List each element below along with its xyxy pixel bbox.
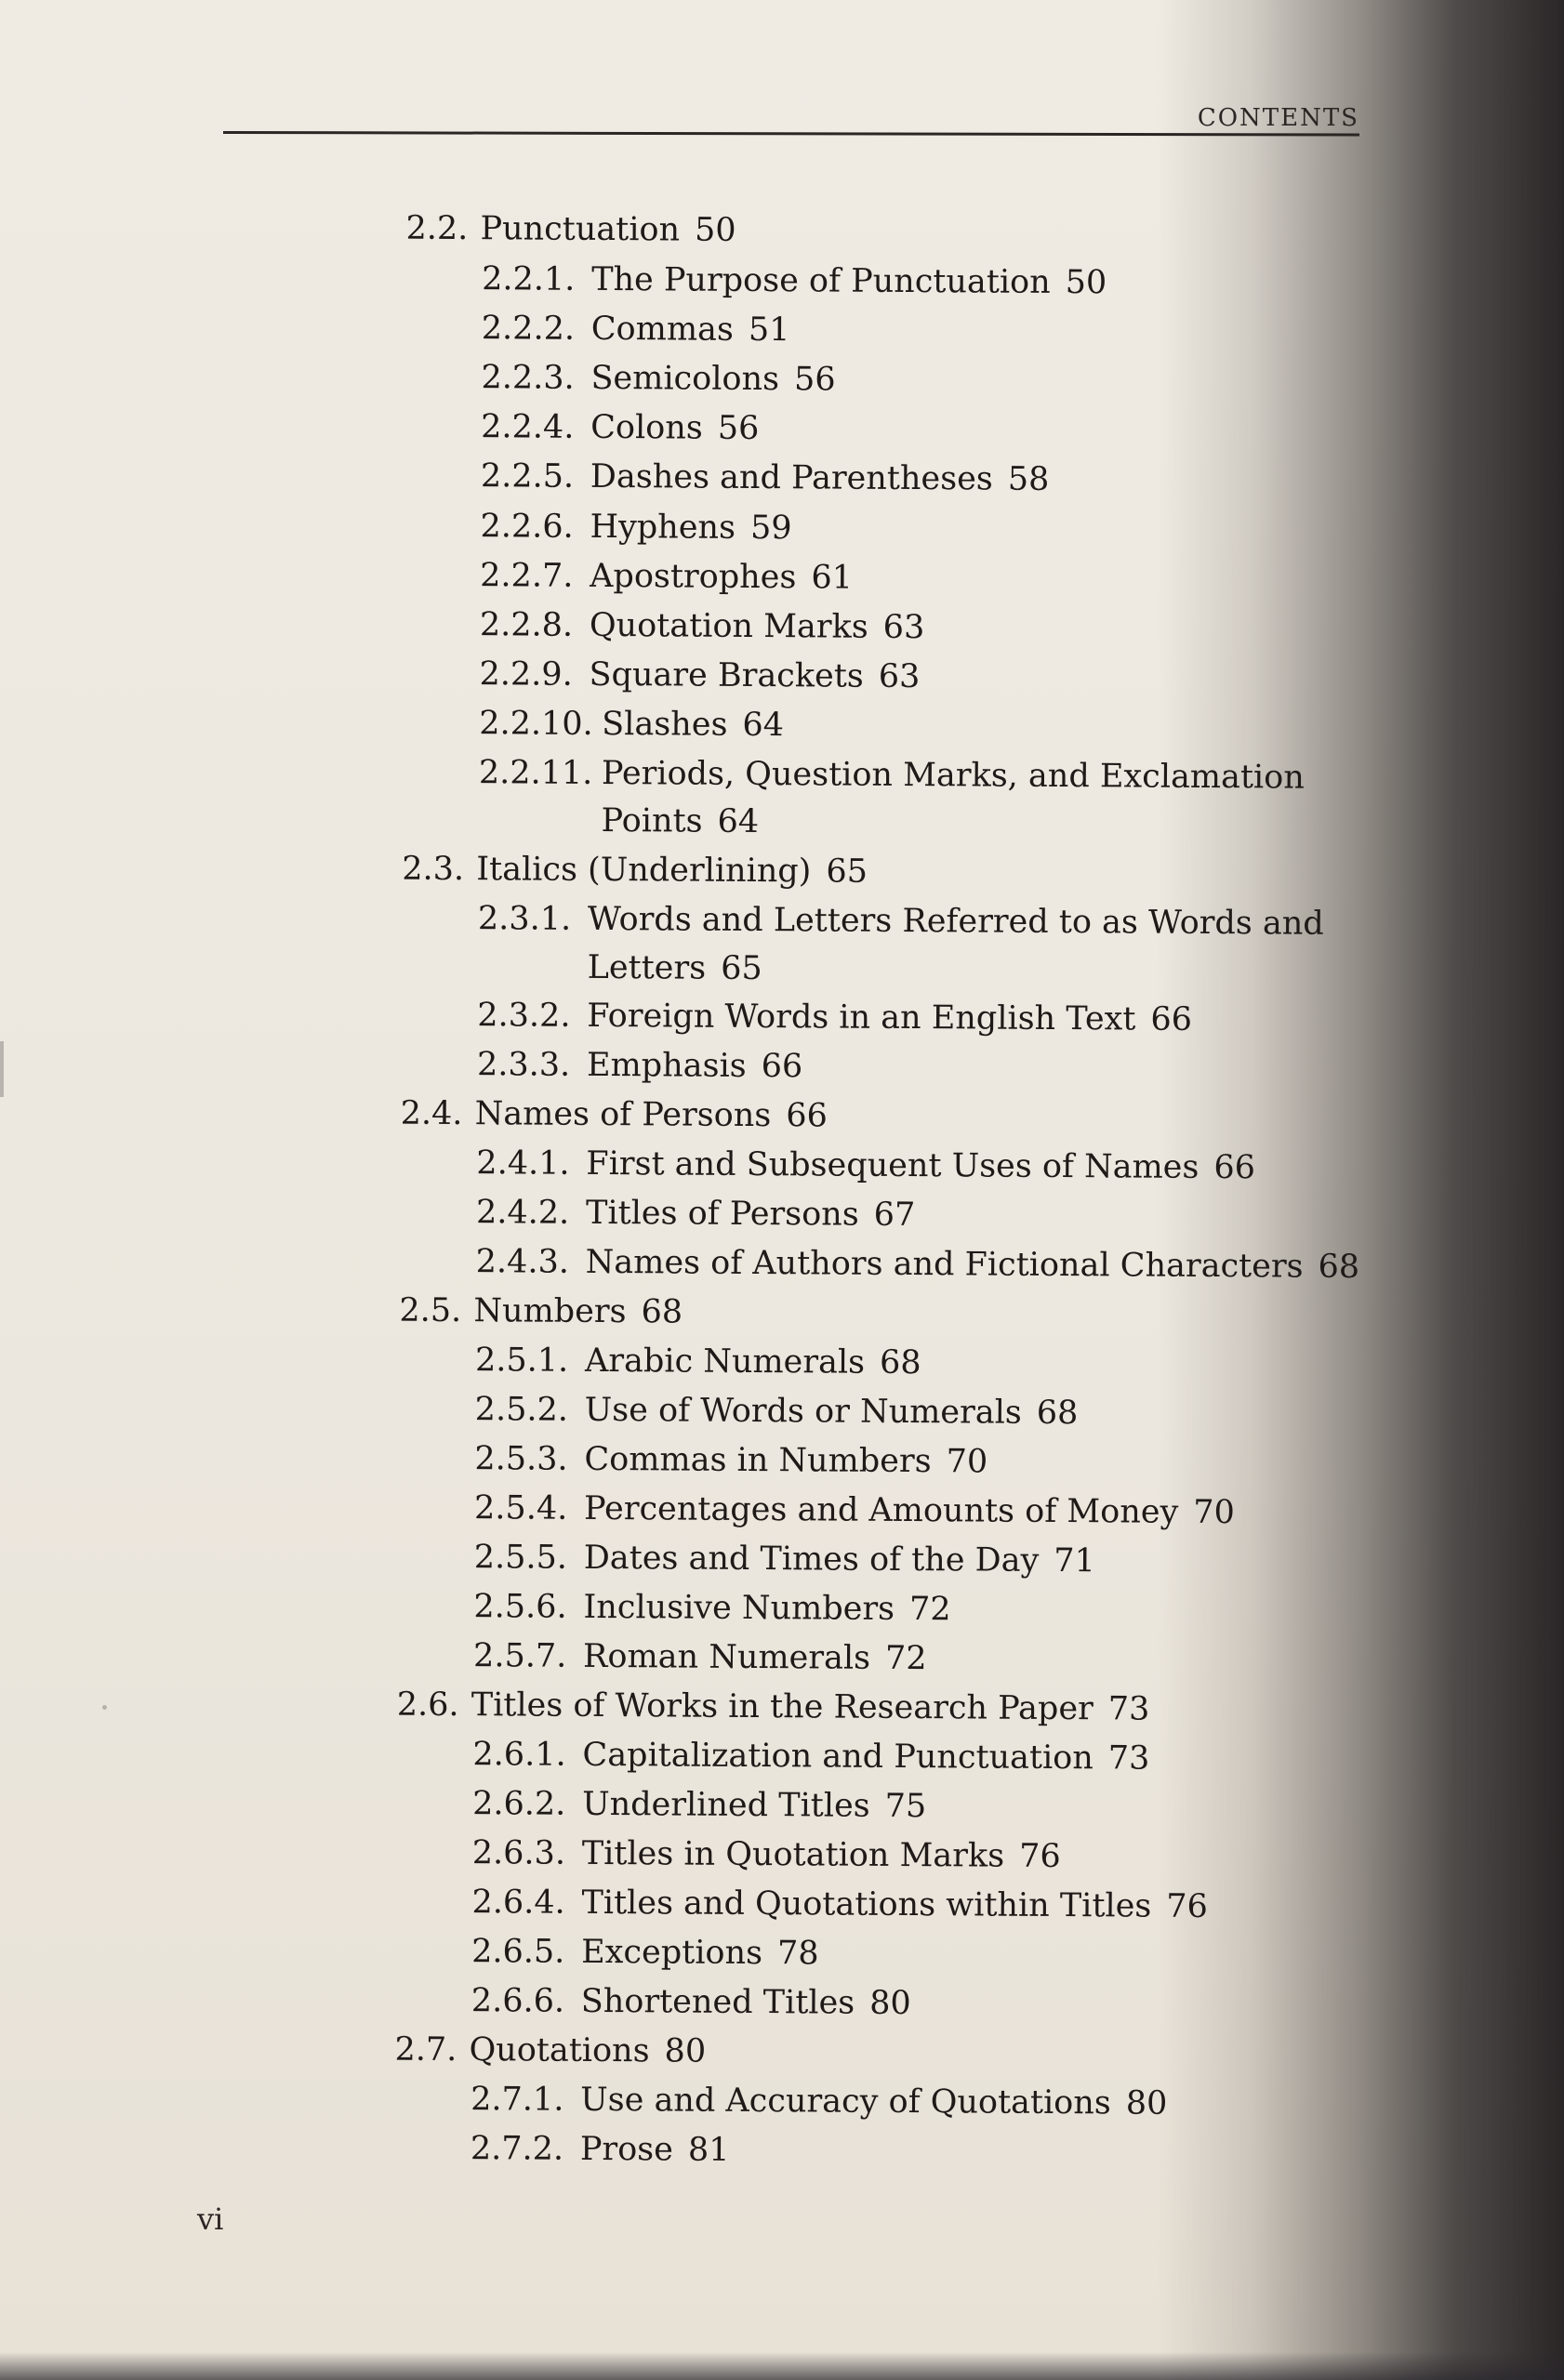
toc-entry-page-number: 80 [1125, 2084, 1168, 2122]
toc-entry-title: Dashes and Parentheses [590, 457, 993, 498]
toc-entry-title: Roman Numerals [583, 1637, 871, 1677]
toc-entry-page-number: 63 [878, 657, 921, 696]
toc-entry-page-number: 70 [1193, 1493, 1235, 1532]
toc-entry-number: 2.2.11. [478, 754, 593, 792]
toc-entry-title: Capitalization and Punctuation [582, 1736, 1093, 1778]
page-crease [0, 1041, 4, 1097]
toc-entry-number: 2.7.2. [470, 2130, 564, 2168]
page-bottom-edge [0, 2352, 1564, 2380]
toc-entry-title: Emphasis [586, 1046, 747, 1085]
toc-entry-continuation-text: Letters [587, 948, 707, 987]
toc-entry-title: Names of Authors and Fictional Characters [585, 1243, 1304, 1286]
toc-entry-page-number: 68 [879, 1343, 921, 1382]
toc-subsection-entry [471, 1982, 911, 2023]
toc-subsection-entry [471, 1886, 1208, 1924]
toc-entry-number: 2.2.7. [480, 557, 574, 595]
toc-subsection-entry [479, 655, 921, 696]
toc-entry-number: 2.2.9. [479, 655, 573, 694]
toc-entry-page-number: 72 [884, 1639, 927, 1678]
toc-entry-title: Square Brackets [589, 655, 864, 695]
toc-entry-number: 2.6.6. [471, 1982, 565, 2020]
toc-subsection-entry [471, 2083, 1167, 2121]
toc-subsection-entry [479, 705, 785, 745]
toc-entry-title: Quotation Marks [589, 606, 868, 646]
toc-entry-page-number: 80 [869, 1984, 911, 2023]
toc-entry-page-number: 66 [1150, 1000, 1193, 1038]
toc-entry-title: Semicolons [590, 359, 780, 399]
toc-section-entry [400, 1094, 828, 1135]
toc-entry-number: 2.5.5. [473, 1539, 568, 1577]
toc-entry-page-number: 56 [717, 409, 760, 447]
toc-entry-number: 2.5.2. [474, 1391, 569, 1429]
toc-subsection-entry [471, 1933, 819, 1973]
toc-entry-page-number: 65 [826, 853, 868, 891]
toc-entry-continuation [587, 948, 762, 988]
toc-entry-number: 2.6.2. [472, 1785, 566, 1823]
toc-section-entry [396, 1686, 1150, 1728]
toc-entry-page-number: 70 [946, 1443, 988, 1481]
toc-entry-title: The Purpose of Punctuation [591, 260, 1051, 301]
toc-entry-title: Titles and Quotations within Titles [581, 1884, 1152, 1925]
toc-entry-number: 2.6.4. [471, 1884, 565, 1922]
toc-entry-title: Italics (Underlining) [476, 851, 812, 891]
toc-entry-title: Use and Accuracy of Quotations [580, 2081, 1111, 2122]
toc-section-entry [399, 1291, 683, 1331]
toc-entry-number: 2.5.7. [473, 1637, 567, 1675]
toc-entry-page-number: 64 [717, 802, 760, 841]
toc-entry-number: 2.2.4. [481, 408, 575, 446]
toc-entry-title: Foreign Words in an English Text [587, 997, 1136, 1038]
toc-entry-page-number: 50 [1065, 264, 1107, 302]
toc-entry-number: 2.5.6. [473, 1588, 567, 1626]
toc-entry-number: 2.7.1. [471, 2081, 564, 2119]
toc-entry-number: 2.5. [399, 1291, 462, 1330]
toc-section-entry [405, 209, 736, 249]
running-head: CONTENTS [1197, 104, 1359, 132]
toc-entry-title: Use of Words or Numerals [584, 1391, 1022, 1432]
toc-entry-page-number: 66 [786, 1097, 828, 1135]
toc-entry-page-number: 68 [641, 1293, 683, 1331]
toc-entry-page-number: 63 [882, 608, 925, 647]
toc-entry-number: 2.6.5. [471, 1933, 565, 1971]
toc-subsection-entry [480, 457, 1050, 498]
toc-entry-number: 2.2.3. [481, 359, 575, 397]
toc-subsection-entry [470, 2130, 730, 2169]
toc-subsection-entry [475, 1243, 1360, 1286]
toc-entry-title: Titles of Persons [585, 1194, 859, 1234]
toc-entry-page-number: 51 [748, 311, 790, 350]
toc-entry-page-number: 78 [776, 1935, 819, 1973]
toc-entry-title: First and Subsequent Uses of Names [586, 1144, 1200, 1186]
toc-subsection-entry [476, 1144, 1256, 1187]
toc-subsection-entry [481, 359, 836, 399]
toc-entry-page-number: 58 [1007, 460, 1050, 498]
toc-entry-number: 2.4.1. [476, 1144, 570, 1183]
toc-entry-number: 2.3.2. [477, 997, 571, 1035]
toc-subsection-entry [472, 1736, 1150, 1778]
toc-entry-number: 2.4. [400, 1094, 463, 1133]
toc-subsection-entry [482, 260, 1107, 302]
toc-entry-page-number: 68 [1318, 1248, 1360, 1286]
toc-entry-number: 2.6.3. [471, 1834, 566, 1872]
toc-entry-title: Punctuation [480, 210, 681, 249]
toc-entry-page-number: 80 [664, 2032, 707, 2070]
toc-entry-page-number: 59 [749, 509, 792, 548]
toc-subsection-entry [481, 408, 760, 447]
toc-entry-number: 2.2.1. [482, 260, 576, 298]
toc-entry-page-number: 50 [694, 211, 736, 249]
toc-entry-page-number: 61 [811, 559, 854, 597]
toc-section-entry [402, 850, 868, 891]
toc-subsection-entry [475, 1344, 921, 1380]
toc-subsection-entry [480, 508, 792, 548]
toc-entry-number: 2.7. [394, 2030, 457, 2069]
toc-entry-title: Slashes [602, 705, 728, 744]
toc-entry-page-number: 64 [742, 706, 785, 745]
toc-entry-continuation-text: Points [601, 801, 703, 840]
toc-entry-page-number: 66 [761, 1048, 803, 1086]
toc-entry-title: Hyphens [590, 508, 736, 547]
toc-subsection-entry [477, 999, 1192, 1037]
page-speck [102, 1705, 107, 1710]
toc-subsection-entry [473, 1637, 927, 1678]
toc-entry-number: 2.2.5. [480, 457, 575, 496]
toc-entry-number: 2.2.2. [481, 310, 576, 348]
toc-entry-number: 2.3.3. [476, 1046, 571, 1084]
toc-entry-page-number: 81 [687, 2131, 730, 2169]
toc-entry-number: 2.2.8. [479, 606, 574, 644]
toc-entry-title: Titles of Works in the Research Paper [471, 1686, 1093, 1728]
toc-entry-page-number: 76 [1166, 1887, 1208, 1925]
toc-entry-title: Numbers [473, 1292, 627, 1331]
toc-entry-page-number: 76 [1019, 1837, 1061, 1876]
toc-entry-title: Underlined Titles [582, 1785, 870, 1825]
toc-entry-number: 2.2.6. [480, 508, 574, 546]
toc-subsection-entry [471, 1834, 1061, 1876]
toc-entry-title: Periods, Question Marks, and Exclamation [601, 754, 1305, 797]
toc-entry-title: Quotations [469, 2031, 650, 2070]
toc-entry-title: Dates and Times of the Day [583, 1539, 1040, 1580]
toc-entry-page-number: 68 [1036, 1394, 1079, 1433]
toc-entry-number: 2.4.3. [475, 1243, 570, 1281]
toc-subsection-entry [481, 310, 790, 350]
toc-entry-number: 2.2. [405, 209, 469, 248]
toc-subsection-entry [474, 1391, 1079, 1433]
toc-entry-title: Titles in Quotation Marks [581, 1834, 1005, 1875]
toc-entry-title: Apostrophes [590, 557, 797, 597]
toc-subsection-entry [479, 606, 925, 647]
toc-subsection-entry [472, 1785, 927, 1826]
toc-section-entry [394, 2030, 707, 2070]
toc-entry-page-number: 73 [1107, 1739, 1150, 1778]
toc-entry-title: Commas in Numbers [584, 1440, 932, 1481]
toc-entry-number: 2.4.2. [475, 1194, 570, 1232]
toc-entry-page-number: 72 [908, 1591, 951, 1629]
toc-entry-number: 2.5.1. [474, 1342, 569, 1380]
toc-entry-title: Percentages and Amounts of Money [583, 1489, 1179, 1531]
toc-entry-page-number: 71 [1054, 1541, 1095, 1580]
toc-subsection-entry [475, 1194, 916, 1235]
toc-entry-title: Arabic Numerals [584, 1342, 866, 1382]
toc-entry-number: 2.5.4. [473, 1489, 568, 1527]
toc-entry-page-number: 73 [1107, 1690, 1150, 1728]
toc-entry-title: Exceptions [581, 1933, 763, 1973]
toc-entry-page-number: 66 [1213, 1148, 1256, 1187]
toc-entry-page-number: 75 [884, 1787, 927, 1826]
toc-entry-title: Shortened Titles [580, 1982, 855, 2022]
toc-entry-page-number: 56 [793, 361, 836, 399]
toc-subsection-entry [477, 900, 1324, 943]
toc-entry-number: 2.2.10. [479, 705, 593, 743]
toc-entry-title: Names of Persons [474, 1095, 772, 1135]
toc-entry-title: Prose [579, 2130, 674, 2169]
toc-entry-number: 2.6.1. [472, 1736, 566, 1774]
toc-entry-continuation [601, 801, 760, 841]
toc-entry-title: Words and Letters Referred to as Words and [587, 900, 1324, 943]
toc-subsection-entry [473, 1588, 951, 1629]
toc-entry-number: 2.6. [396, 1686, 459, 1725]
toc-subsection-entry [480, 557, 854, 597]
toc-entry-number: 2.5.3. [474, 1440, 568, 1478]
toc-entry-number: 2.3. [402, 850, 465, 889]
toc-subsection-entry [474, 1541, 1095, 1578]
toc-entry-title: Inclusive Numbers [583, 1588, 895, 1628]
page-folio: vi [197, 2202, 224, 2237]
toc-entry-number: 2.3.1. [477, 900, 572, 938]
toc-subsection-entry [473, 1489, 1235, 1532]
toc-entry-title: Colons [590, 408, 703, 447]
toc-subsection-entry [476, 1046, 803, 1086]
toc-subsection-entry [474, 1440, 988, 1481]
toc-entry-page-number: 65 [721, 949, 762, 988]
toc-entry-page-number: 67 [873, 1196, 916, 1235]
toc-subsection-entry [478, 754, 1305, 797]
toc-entry-title: Commas [590, 310, 735, 349]
